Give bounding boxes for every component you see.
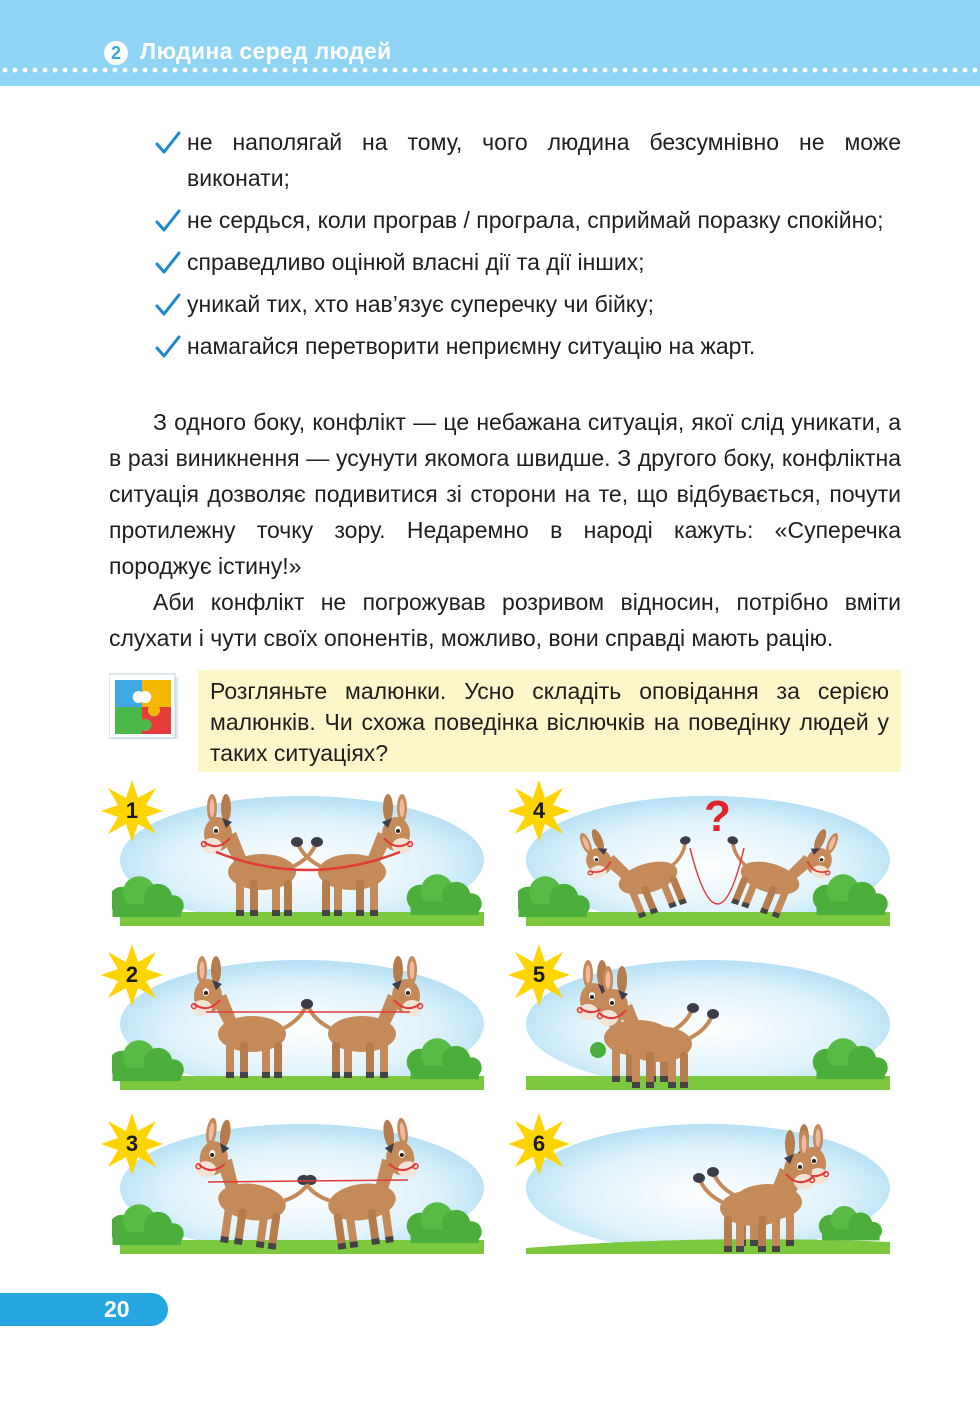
scene-number-badge: 4 [508, 780, 570, 842]
scene-number-badge: 3 [101, 1113, 163, 1175]
header-dotted-line [0, 66, 980, 74]
task-text: Розгляньте малюнки. Усно складіть оповідання за серією малюнків. Чи схожа поведінка віслючків на поведінку людей у таких ситуаціях? [210, 678, 889, 766]
scene-5 [518, 954, 898, 1094]
list-item [155, 202, 901, 238]
page-number: 20 [104, 1296, 130, 1322]
question-mark: ? [704, 792, 731, 841]
list-item-text: не наполягай на тому, чого людина безсумнівно не може виконати; [187, 129, 901, 191]
checkmark-icon [155, 251, 181, 275]
scene-6 [518, 1118, 898, 1258]
scene-number-badge: 6 [508, 1113, 570, 1175]
list-item [155, 244, 901, 280]
scene-1 [112, 790, 492, 930]
task-box [198, 670, 901, 772]
scene-illustration [112, 790, 492, 930]
paragraph-opponents: Аби конфлікт не погрожував розривом відносин, потрібно вміти слухати і чути своїх опонентів, можливо, вони справді мають рацію. [109, 589, 901, 651]
chapter-number: 2 [104, 41, 128, 65]
list-item-text: уникай тих, хто нав’язує суперечку чи бійку; [187, 291, 655, 317]
scene-illustration [112, 954, 492, 1094]
scene-number-badge: 5 [508, 944, 570, 1006]
scene-illustration [518, 954, 898, 1094]
scene-3 [112, 1118, 492, 1258]
list-item [155, 286, 901, 322]
page-number-badge [0, 1293, 168, 1326]
list-item-text: справедливо оцінюй власні дії та дії інших; [187, 249, 645, 275]
scene-number-badge: 1 [101, 780, 163, 842]
scene-illustration [112, 1118, 492, 1258]
scene-number-badge: 2 [101, 944, 163, 1006]
list-item [155, 328, 901, 364]
checkmark-icon [155, 335, 181, 359]
list-item-text: не сердься, коли програв / програла, сприймай поразку спокійно; [187, 207, 884, 233]
paragraph-conflict: З одного боку, конфлікт — це небажана ситуація, якої слід уникати, а в разі виникнення — усунути якомога швидше. З другого боку, конфліктна ситуація дозволяє подивитися зі сторони на те, що відбувається, почути протилежну точку зору. Недаремно в народі кажуть: «Суперечка породжує істину!» [109, 409, 901, 579]
checkmark-icon [155, 209, 181, 233]
list-item-text: намагайся перетворити неприємну ситуацію на жарт. [187, 333, 756, 359]
page-header [0, 0, 980, 86]
list-item [155, 124, 901, 196]
chapter-title: Людина серед людей [140, 38, 392, 64]
scene-illustration [518, 1118, 898, 1258]
puzzle-icon [109, 672, 181, 742]
scene-2 [112, 954, 492, 1094]
advice-list [155, 124, 901, 370]
scene-4 [518, 790, 898, 930]
checkmark-icon [155, 293, 181, 317]
checkmark-icon [155, 131, 181, 155]
